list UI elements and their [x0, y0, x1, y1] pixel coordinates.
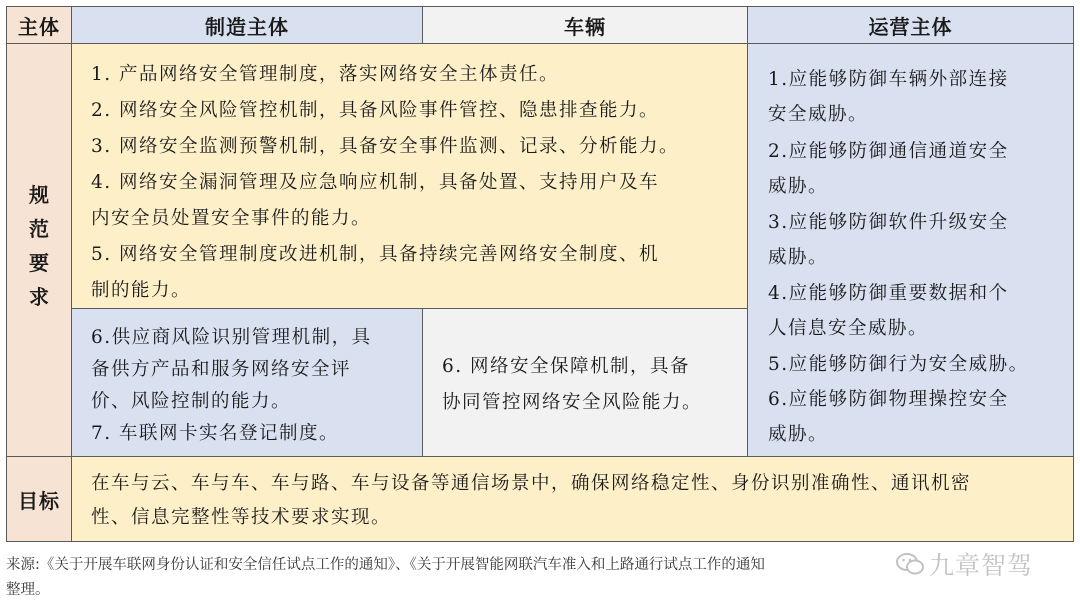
source-line: 来源:《关于开展车联网身份认证和安全信任试点工作的通知》、《关于开展智能网联汽车准入和上路通行试点工作的通知	[6, 557, 765, 573]
operator-requirements-cell	[747, 43, 1074, 457]
requirement-item: 5.应能够防御行为安全威胁。	[768, 354, 1029, 375]
goal-cell	[71, 456, 1074, 542]
requirement-item: 2.应能够防御通信通道安全	[768, 141, 1009, 162]
requirement-item: 价、风险控制的能力。	[91, 391, 292, 412]
row-label-char: 规	[29, 183, 49, 207]
requirement-item: 6.供应商风险识别管理机制，具	[91, 327, 372, 348]
header-vehicle: 车辆	[422, 6, 748, 44]
requirement-item: 备供方产品和服务网络安全评	[91, 359, 352, 380]
requirement-item: 6.应能够防御物理操控安全	[768, 389, 1009, 410]
goal-text-line: 性、信息完整性等技术要求实现。	[91, 507, 392, 528]
watermark	[895, 546, 1033, 582]
source-line: 整理。	[6, 582, 50, 598]
requirement-item: 1.应能够防御车辆外部连接	[768, 69, 1009, 90]
manufacturer-requirements-cell	[71, 308, 423, 457]
requirement-item: 安全威胁。	[768, 104, 869, 125]
row-label-char: 范	[29, 217, 49, 241]
common-requirements-cell	[71, 43, 748, 309]
requirement-item: 4. 网络安全漏洞管理及应急响应机制，具备处置、支持用户及车	[91, 172, 660, 193]
row-label-char: 求	[29, 285, 49, 309]
requirement-item: 3. 网络安全监测预警机制，具备安全事件监测、记录、分析能力。	[91, 136, 680, 157]
source-note	[6, 553, 765, 603]
requirement-item: 7. 车联网卡实名登记制度。	[91, 423, 340, 444]
requirement-item: 内安全员处置安全事件的能力。	[91, 208, 372, 229]
row-label-goal: 目标	[6, 456, 72, 542]
requirement-item: 人信息安全威胁。	[768, 318, 929, 339]
requirement-item: 威胁。	[768, 176, 829, 197]
requirement-item: 5. 网络安全管理制度改进机制，具备持续完善网络安全制度、机	[91, 244, 660, 265]
header-operator: 运营主体	[747, 6, 1074, 44]
vehicle-requirements-cell	[422, 308, 748, 457]
requirement-item: 1. 产品网络安全管理制度，落实网络安全主体责任。	[91, 64, 560, 85]
requirements-table	[6, 6, 1074, 542]
requirement-item: 威胁。	[768, 424, 829, 445]
header-subject: 主体	[6, 6, 72, 44]
requirement-item: 3.应能够防御软件升级安全	[768, 212, 1009, 233]
requirement-item: 2. 网络安全风险管控机制，具备风险事件管控、隐患排查能力。	[91, 100, 660, 121]
requirement-item: 制的能力。	[91, 280, 192, 301]
goal-text-line: 在车与云、车与车、车与路、车与设备等通信场景中，确保网络稳定性、身份识别准确性、通讯机密	[91, 473, 972, 494]
row-label-requirements	[6, 43, 72, 457]
requirement-item: 6. 网络安全保障机制，具备	[442, 356, 691, 377]
watermark-text: 九章智驾	[929, 551, 1034, 580]
requirement-item: 4.应能够防御重要数据和个	[768, 283, 1009, 304]
wechat-icon	[895, 551, 925, 577]
row-label-char: 要	[29, 251, 49, 275]
requirement-item: 威胁。	[768, 247, 829, 268]
requirement-item: 协同管控网络安全风险能力。	[442, 392, 703, 413]
header-manufacturer: 制造主体	[71, 6, 423, 44]
